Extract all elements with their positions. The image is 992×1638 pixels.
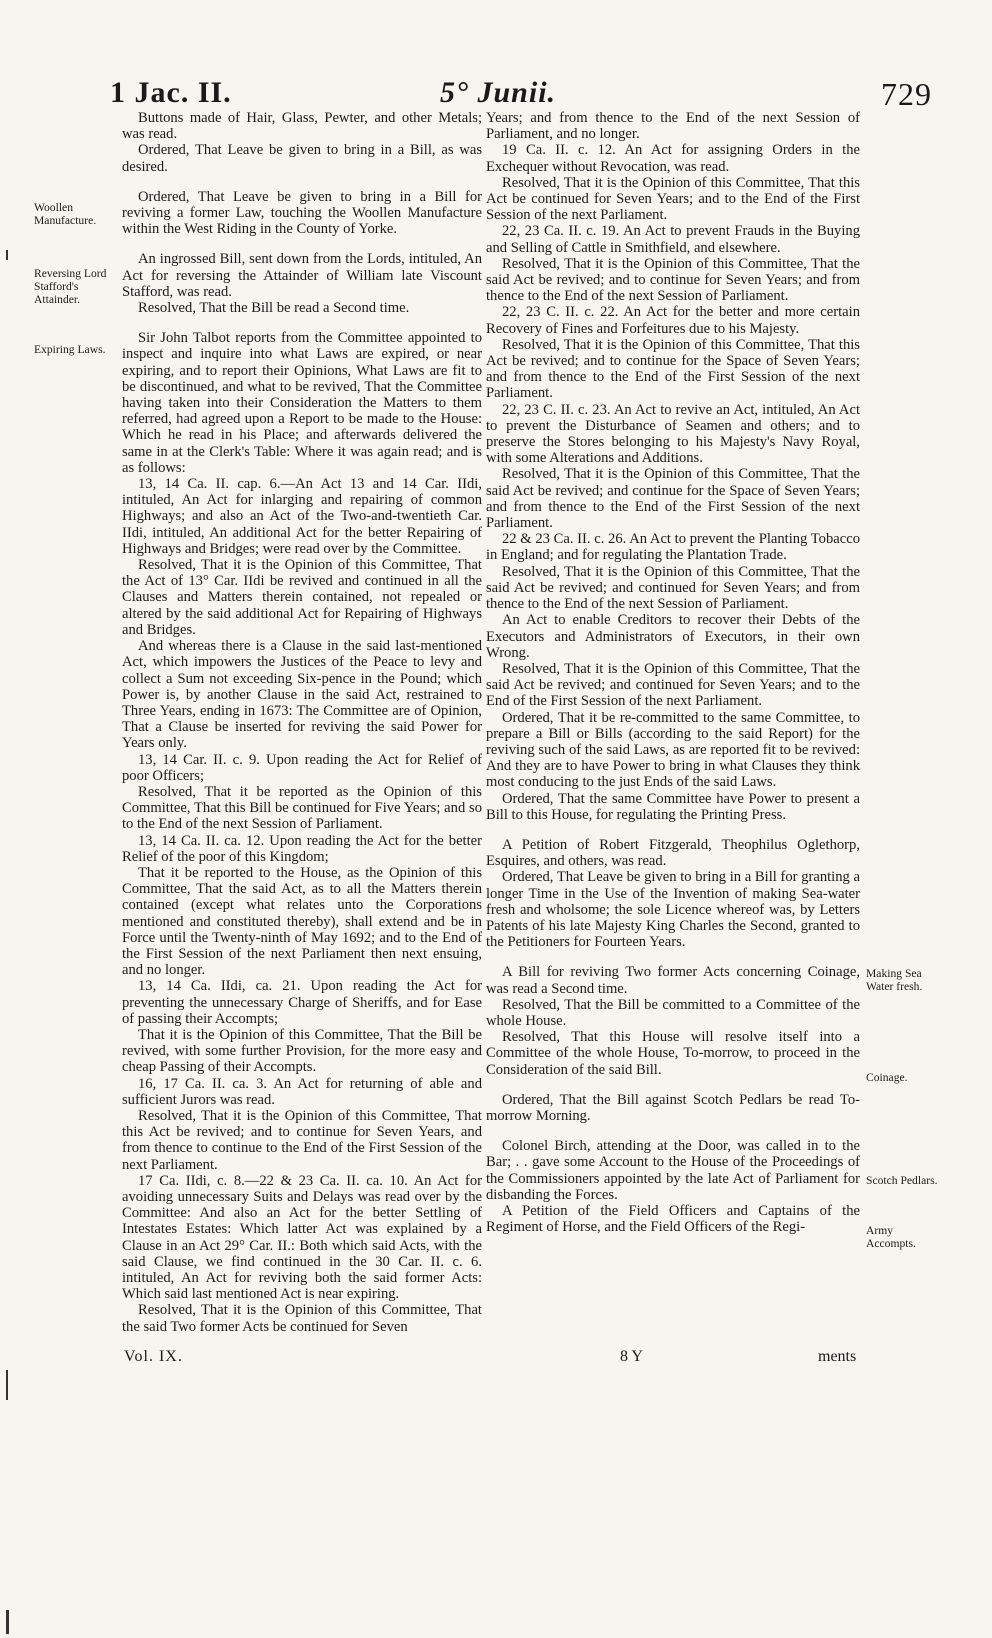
- margin-note-expiring: Expiring Laws.: [34, 343, 106, 356]
- paragraph: 17 Ca. IIdi, c. 8.—22 & 23 Ca. II. ca. 10. An Act for avoiding unnecessary Suits and Delays was read over by the Committee: And also an Act for the better Settling of Intestates Estates: Which latter Act was explained by a Clause in an Act 29° Car. II.: Both which said Acts, with the said Clause, we find continued in the 30 Car. II. c. 6. intituled, An Act for reviving both the said former Acts: Which said last mentioned Act is near expiring.: [122, 1172, 482, 1303]
- paragraph: Resolved, That it is the Opinion of this Committee, That the Act of 13° Car. IIdi be revived and continued in all the Clauses and Matters therein contained, not repealed or altered by the said additional Act for Repairing of Highways and Bridges.: [122, 557, 482, 638]
- running-head-left: 1 Jac. II.: [110, 76, 232, 109]
- margin-note-army: Army Accompts.: [866, 1224, 916, 1250]
- paragraph: Resolved, That it is the Opinion of this Committee, That the said Act be revived; and to continue for Seven Years; and from thence to the End of the next Session of Parliament.: [486, 255, 860, 305]
- paragraph: An ingrossed Bill, sent down from the Lords, intituled, An Act for reversing the Attainder of William late Viscount Stafford, was read.: [122, 251, 482, 300]
- paragraph: 13, 14 Ca. II. ca. 12. Upon reading the Act for the better Relief of the poor of this Kingdom;: [122, 832, 482, 865]
- paragraph: A Petition of the Field Officers and Captains of the Regiment of Horse, and the Field Officers of the Regi-: [486, 1203, 860, 1236]
- paragraph: Resolved, That it be reported as the Opinion of this Committee, That this Bill be continued for Five Years; and so to the End of the next Session of Parliament.: [122, 783, 482, 833]
- running-head-date: 5° Junii.: [440, 76, 557, 109]
- margin-note-pedlars: Scotch Pedlars.: [866, 1174, 938, 1187]
- paragraph: Resolved, That it is the Opinion of this Committee, That the said Act be revived; and continued for Seven Years; and to the End of the First Session of the next Parliament.: [486, 660, 860, 710]
- paragraph: An Act to enable Creditors to recover their Debts of the Executors and Administrators of Executors, in their own Wrong.: [486, 612, 860, 661]
- left-column: [122, 110, 482, 1335]
- catchword: ments: [818, 1348, 857, 1365]
- paragraph: Resolved, That it is the Opinion of this Committee, That the said Two former Acts be continued for Seven: [122, 1302, 482, 1335]
- paragraph: That it be reported to the House, as the Opinion of this Committee, That the said Act, as to all the Matters therein contained (except what relates unto the Corporations mentioned and constituted thereby), shall extend and be in Force until the Twenty-ninth of May 1692; and to the End of the First Session of the next Parliament then next ensuing, and no longer.: [122, 864, 482, 979]
- paragraph: 22, 23 C. II. c. 22. An Act for the better and more certain Recovery of Fines and Forfeitures due to his Majesty.: [486, 304, 860, 337]
- margin-note-reversing: Reversing Lord Stafford's Attainder.: [34, 267, 107, 306]
- paragraph: 19 Ca. II. c. 12. An Act for assigning Orders in the Exchequer without Revocation, was read.: [486, 142, 860, 175]
- paragraph: 13, 14 Car. II. c. 9. Upon reading the Act for Relief of poor Officers;: [122, 751, 482, 784]
- page-number: 729: [881, 76, 932, 112]
- right-column: [486, 110, 860, 1235]
- signature-mark: 8 Y: [620, 1348, 643, 1365]
- margin-note-coinage: Coinage.: [866, 1071, 908, 1084]
- paragraph: Resolved, That it is the Opinion of this Committee, That the said Act be revived; and continue for the Space of Seven Years; and from thence to the End of the First Session of the next Parliament.: [486, 466, 860, 532]
- volume-number: Vol. IX.: [124, 1348, 183, 1365]
- paragraph: 13, 14 Ca. II. cap. 6.—An Act 13 and 14 Car. IIdi, intituled, An Act for inlarging and repairing of common Highways; and also an Act of the Two-and-twentieth Car. IIdi, intituled, An additional Act for the better Repairing of Highways and Bridges; were read over by the Committee.: [122, 476, 482, 557]
- paragraph: Resolved, That this House will resolve itself into a Committee of the whole House, To-morrow, to proceed in the Consideration of the said Bill.: [486, 1029, 860, 1078]
- paragraph: Resolved, That it is the Opinion of this Committee, That this Act be revived; and to continue for Seven Years, and from thence to continue to the End of the First Session of the next Parliament.: [122, 1107, 482, 1173]
- paragraph: 13, 14 Ca. IIdi, ca. 21. Upon reading the Act for preventing the unnecessary Charge of Sheriffs, and for Ease of passing their Accompts;: [122, 978, 482, 1027]
- paragraph: Ordered, That the Bill against Scotch Pedlars be read To-morrow Morning.: [486, 1091, 860, 1124]
- paragraph: That it is the Opinion of this Committee, That the Bill be revived, with some further Provision, for the more easy and cheap Passing of their Accompts.: [122, 1026, 482, 1076]
- paragraph: Ordered, That Leave be given to bring in a Bill for reviving a former Law, touching the Woollen Manufacture within the West Riding in the County of Yorke.: [122, 188, 482, 238]
- scan-mark: [6, 1370, 8, 1400]
- paragraph: Ordered, That Leave be given to bring in a Bill for granting a longer Time in the Use of the Invention of making Sea-water fresh and wholsome; the sole Licence whereof was, by Letters Patents of his late Majesty King Charles the Second, granted to the Petitioners for Fourteen Years.: [486, 869, 860, 951]
- paragraph: Colonel Birch, attending at the Door, was called in to the Bar; . . gave some Account to the House of the Proceedings of the Commissioners appointed by the late Act of Parliament for disbanding the Forces.: [486, 1138, 860, 1203]
- paragraph: 22, 23 Ca. II. c. 19. An Act to prevent Frauds in the Buying and Selling of Cattle in Smithfield, and elsewhere.: [486, 223, 860, 256]
- margin-note-woollen: Woollen Manufacture.: [34, 201, 97, 227]
- paragraph: Resolved, That it is the Opinion of this Committee, That the said Act be revived; and continued for Seven Years; and from thence to the End of the next Session of Parliament.: [486, 563, 860, 613]
- paragraph: Buttons made of Hair, Glass, Pewter, and other Metals; was read.: [122, 110, 482, 143]
- paragraph: Ordered, That the same Committee have Power to present a Bill to this House, for regulating the Printing Press.: [486, 790, 860, 823]
- paragraph: Resolved, That the Bill be read a Second time.: [138, 300, 410, 317]
- paragraph: Ordered, That Leave be given to bring in a Bill, as was desired.: [122, 142, 482, 175]
- paragraph: 22, 23 C. II. c. 23. An Act to revive an Act, intituled, An Act to prevent the Disturbance of Seamen and others; and to preserve the Stores belonging to his Majesty's Navy Royal, with some Alterations and Additions.: [486, 401, 860, 467]
- scan-mark: [6, 250, 8, 260]
- paragraph: And whereas there is a Clause in the said last-mentioned Act, which impowers the Justices of the Peace to levy and collect a Sum not exceeding Six-pence in the Pound; which Power is, by another Clause in the said Act, restrained to Three Years, ending in 1673: The Committee are of Opinion, That a Clause be inserted for reviving the said Power for Years only.: [122, 638, 482, 752]
- paragraph: 16, 17 Ca. II. ca. 3. An Act for returning of able and sufficient Jurors was read.: [122, 1075, 482, 1108]
- paragraph: Years; and from thence to the End of the next Session of Parliament, and no longer.: [486, 110, 860, 143]
- paragraph: 22 & 23 Ca. II. c. 26. An Act to prevent the Planting Tobacco in England; and for regulating the Plantation Trade.: [486, 531, 860, 564]
- paragraph: Sir John Talbot reports from the Committee appointed to inspect and inquire into what Laws are expired, or near expiring, and to report their Opinions, What Laws are fit to be discontinued, and what to be revived, That the Committee having taken into their Consideration the Matters to them referred, had agreed upon a Report to be made to the House: Which he read in his Place; and afterwards delivered the same in at the Clerk's Table: Where it was again read; and is as follows:: [122, 330, 482, 476]
- margin-note-sea-water: Making Sea Water fresh.: [866, 967, 923, 993]
- paragraph: Resolved, That it is the Opinion of this Committee, That this Act be continued for Seven Years; and to the End of the First Session of the next Parliament.: [486, 174, 860, 224]
- scan-mark: [6, 1610, 9, 1634]
- paragraph: A Petition of Robert Fitzgerald, Theophilus Oglethorp, Esquires, and others, was read.: [486, 836, 860, 870]
- paragraph: Resolved, That it is the Opinion of this Committee, That this Act be revived; and to continue for the Space of Seven Years; and from thence to the End of the First Session of the next Parliament.: [486, 336, 860, 402]
- paragraph: Ordered, That it be re-committed to the same Committee, to prepare a Bill or Bills (according to the said Report) for the reviving such of the said Laws, as are reported fit to be revived: And they are to have Power to bring in what Clauses they think most conducing to the just Ends of the said Laws.: [486, 709, 860, 791]
- paragraph: Resolved, That the Bill be committed to a Committee of the whole House.: [486, 996, 860, 1029]
- paragraph: A Bill for reviving Two former Acts concerning Coinage, was read a Second time.: [486, 964, 860, 997]
